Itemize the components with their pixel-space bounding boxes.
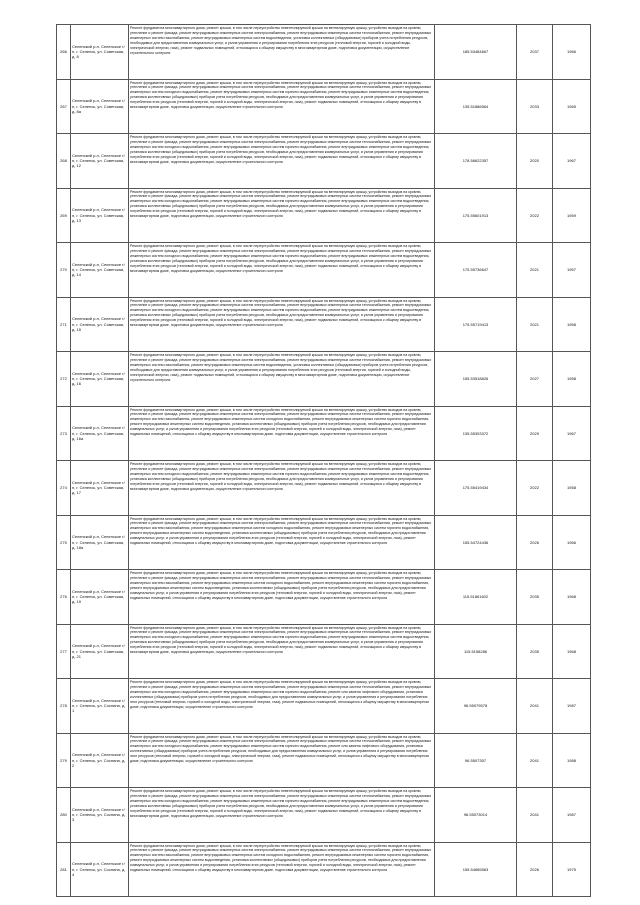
address-cell: Селенский р-н, Селенское г/п, г. Селенск, ул. Соснина, д. 2 — [71, 733, 129, 788]
build-year-cell: 1968 — [553, 570, 591, 625]
address-cell: Селенский р-н, Селенское г/п, г. Селенск, ул. Соснина, д. 4 — [71, 842, 129, 897]
table-row — [57, 79, 591, 134]
table-row — [57, 679, 591, 734]
value-cell: 115.51861602 — [435, 570, 517, 625]
work-description-cell: Ремонт фундамента многоквартирного дома, ремонт крыши, в том числе переустройство невентилируемой крыши на вентилируемую крышу, устройство выходов на кровлю, утепление и ремонт фасада, ремонт внутридомовых инженерных систем электроснабжения, ремонт внутридомовых инженерных систем теплоснабжения, ремонт внутридомовых инженерных систем газоснабжения, ремонт внутридомовых инженерных систем холодного водоснабжения, ремонт внутридомовых инженерных систем горячего водоснабжения, ремонт внутридомовых инженерных систем водоотведения, установка коллективных (общедомовых) приборов учета потребления ресурсов, необходимых для предоставления коммунальных услуг, и узлов управления и регулирования потребления этих ресурсов (тепловой энергии, горячей и холодной воды, электрической энергии, газа), ремонт подвальных помещений, относящихся к общему имуществу в многоквартирном доме, подготовка документации, осуществление строительного контроля — [129, 842, 435, 897]
table-row — [57, 624, 591, 679]
work-description-cell: Ремонт фундамента многоквартирного дома, ремонт крыши, в том числе переустройство невентилируемой крыши на вентилируемую крышу, устройство выходов на кровлю, утепление и ремонт фасада, ремонт внутридомовых инженерных систем электроснабжения, ремонт внутридомовых инженерных систем теплоснабжения, ремонт внутридомовых инженерных систем холодного водоснабжения, ремонт внутридомовых инженерных систем горячего водоснабжения, ремонт или замена лифтового оборудования, установка коллективных (общедомовых) приборов учета потребления ресурсов, необходимых для предоставления коммунальных услуг, и узлов управления и регулирования потребления этих ресурсов (тепловой энергии, горячей и холодной воды, электрической энергии, газа), ремонт подвальных помещений, относящихся к общему имуществу в многоквартирном доме, подготовка документации, осуществление строительного контроля — [129, 733, 435, 788]
planned-year-cell: 2022 — [517, 461, 553, 516]
work-description-cell: Ремонт фундамента многоквартирного дома, ремонт крыши, в том числе переустройство невентилируемой крыши на вентилируемую крышу, устройство выходов на кровлю, утепление и ремонт фасада, ремонт внутридомовых инженерных систем электроснабжения, ремонт внутридомовых инженерных систем теплоснабжения, ремонт внутридомовых инженерных систем холодного водоснабжения, ремонт внутридомовых инженерных систем горячего водоснабжения, ремонт внутридомовых инженерных систем водоотведения, установка коллективных (общедомовых) приборов учета потребления ресурсов, необходимых для предоставления коммунальных услуг, и узлов управления и регулирования потребления этих ресурсов (тепловой энергии, горячей и холодной воды, электрической энергии, газа), ремонт подвальных помещений, относящихся к общему имуществу в многоквартирном доме, подготовка документации, осуществление строительного контроля — [129, 188, 435, 243]
work-description-cell: Ремонт фундамента многоквартирного дома, ремонт крыши, в том числе переустройство невентилируемой крыши на вентилируемую крышу, устройство выходов на кровлю, утепление и ремонт фасада, ремонт внутридомовых инженерных систем электроснабжения, ремонт внутридомовых инженерных систем теплоснабжения, ремонт внутридомовых инженерных систем холодного водоснабжения, ремонт внутридомовых инженерных систем горячего водоснабжения, ремонт внутридомовых инженерных систем водоотведения, установка коллективных (общедомовых) приборов учета потребления ресурсов, необходимых для предоставления коммунальных услуг, и узлов управления и регулирования потребления этих ресурсов (тепловой энергии, горячей и холодной воды, электрической энергии, газа), ремонт подвальных помещений, относящихся к общему имуществу в многоквартирном доме, подготовка документации, осуществление строительного контроля — [129, 297, 435, 352]
row-number: 268 — [57, 134, 71, 189]
build-year-cell: 1959 — [553, 188, 591, 243]
table-row — [57, 461, 591, 516]
table-body — [57, 25, 591, 897]
value-cell: 155.54685563 — [435, 842, 517, 897]
table-row — [57, 570, 591, 625]
build-year-cell: 1958 — [553, 297, 591, 352]
work-description-cell: Ремонт фундамента многоквартирного дома, ремонт крыши, в том числе переустройство невентилируемой крыши на вентилируемую крышу, устройство выходов на кровлю, утепление и ремонт фасада, ремонт внутридомовых инженерных систем электроснабжения, ремонт внутридомовых инженерных систем теплоснабжения, ремонт внутридомовых инженерных систем холодного водоснабжения, ремонт внутридомовых инженерных систем горячего водоснабжения, ремонт внутридомовых инженерных систем водоотведения, установка коллективных (общедомовых) приборов учета потребления ресурсов, необходимых для предоставления коммунальных услуг, и узлов управления и регулирования потребления этих ресурсов (тепловой энергии, горячей и холодной воды, электрической энергии, газа), ремонт подвальных помещений, относящихся к общему имуществу в многоквартирном доме, подготовка документации, осуществление строительного контроля — [129, 624, 435, 679]
row-number: 279 — [57, 733, 71, 788]
row-number: 267 — [57, 79, 71, 134]
value-cell: 96.55073014 — [435, 788, 517, 843]
build-year-cell: 1966 — [553, 25, 591, 80]
value-cell: 178.56622357 — [435, 134, 517, 189]
planned-year-cell: 2026 — [517, 842, 553, 897]
table-row — [57, 515, 591, 570]
build-year-cell: 1987 — [553, 679, 591, 734]
planned-year-cell: 2035 — [517, 624, 553, 679]
table-row — [57, 733, 591, 788]
address-cell: Селенский р-н, Селенское г/п, г. Селенск, ул. Советская, д. 21 — [71, 624, 129, 679]
row-number: 269 — [57, 188, 71, 243]
value-cell: 175.55601913 — [435, 188, 517, 243]
value-cell: 175.55719413 — [435, 297, 517, 352]
row-number: 278 — [57, 679, 71, 734]
row-number: 276 — [57, 570, 71, 625]
planned-year-cell: 2029 — [517, 406, 553, 461]
address-cell: Селенский р-н, Селенское г/п, г. Селенск, ул. Соснина, д. 3 — [71, 788, 129, 843]
planned-year-cell: 2027 — [517, 352, 553, 407]
value-cell: 96.5507357 — [435, 733, 517, 788]
planned-year-cell: 2033 — [517, 79, 553, 134]
work-description-cell: Ремонт фундамента многоквартирного дома, ремонт крыши, в том числе переустройство невентилируемой крыши на вентилируемую крышу, устройство выходов на кровлю, утепление и ремонт фасада, ремонт внутридомовых инженерных систем электроснабжения, ремонт внутридомовых инженерных систем теплоснабжения, ремонт внутридомовых инженерных систем холодного водоснабжения, ремонт внутридомовых инженерных систем горячего водоснабжения, ремонт или замена лифтового оборудования, установка коллективных (общедомовых) приборов учета потребления ресурсов, необходимых для предоставления коммунальных услуг, и узлов управления и регулирования потребления этих ресурсов (тепловой энергии, горячей и холодной воды, электрической энергии, газа), ремонт подвальных помещений, относящихся к общему имуществу в многоквартирном доме, подготовка документации, осуществление строительного контроля — [129, 679, 435, 734]
address-cell: Селенский р-н, Селенское г/п, г. Селенск, ул. Советская, д. 12 — [71, 134, 129, 189]
value-cell: 175.55419434 — [435, 461, 517, 516]
table-row — [57, 406, 591, 461]
table-row — [57, 842, 591, 897]
row-number: 277 — [57, 624, 71, 679]
table-row — [57, 188, 591, 243]
table-row — [57, 134, 591, 189]
address-cell: Селенский р-н, Селенское г/п, г. Селенск, ул. Советская, д. 18а — [71, 515, 129, 570]
build-year-cell: 1968 — [553, 624, 591, 679]
address-cell: Селенский р-н, Селенское г/п, г. Селенск, ул. Советская, д. 8а — [71, 79, 129, 134]
work-description-cell: Ремонт фундамента многоквартирного дома, ремонт крыши, в том числе переустройство невентилируемой крыши на вентилируемую крышу, устройство выходов на кровлю, утепление и ремонт фасада, ремонт внутридомовых инженерных систем электроснабжения, ремонт внутридомовых инженерных систем теплоснабжения, ремонт внутридомовых инженерных систем холодного водоснабжения, ремонт внутридомовых инженерных систем горячего водоснабжения, ремонт внутридомовых инженерных систем водоотведения, установка коллективных (общедомовых) приборов учета потребления ресурсов, необходимых для предоставления коммунальных услуг, и узлов управления и регулирования потребления этих ресурсов (тепловой энергии, горячей и холодной воды, электрической энергии, газа), ремонт подвальных помещений, относящихся к общему имуществу в многоквартирном доме, подготовка документации, осуществление строительного контроля — [129, 134, 435, 189]
planned-year-cell: 2026 — [517, 515, 553, 570]
address-cell: Селенский р-н, Селенское г/п, г. Селенск, ул. Советская, д. 17 — [71, 461, 129, 516]
work-description-cell: Ремонт фундамента многоквартирного дома, ремонт крыши, в том числе переустройство невентилируемой крыши на вентилируемую крышу, устройство выходов на кровлю, утепление и ремонт фасада, ремонт внутридомовых инженерных систем электроснабжения, ремонт внутридомовых инженерных систем теплоснабжения, ремонт внутридомовых инженерных систем газоснабжения, ремонт внутридомовых инженерных систем холодного водоснабжения, ремонт внутридомовых инженерных систем горячего водоснабжения, ремонт внутридомовых инженерных систем водоотведения, установка коллективных (общедомовых) приборов учета потребления ресурсов, необходимых для предоставления коммунальных услуг, и узлов управления и регулирования потребления этих ресурсов (тепловой энергии, горячей и холодной воды, электрической энергии, газа), ремонт подвальных помещений, относящихся к общему имуществу в многоквартирном доме, подготовка документации, осуществление строительного контроля — [129, 570, 435, 625]
build-year-cell: 1967 — [553, 406, 591, 461]
value-cell: 185.53484667 — [435, 25, 517, 80]
value-cell: 115.5158286 — [435, 624, 517, 679]
build-year-cell: 1965 — [553, 79, 591, 134]
value-cell: 175.55736647 — [435, 243, 517, 298]
build-year-cell: 1957 — [553, 243, 591, 298]
address-cell: Селенский р-н, Селенское г/п, г. Селенск, ул. Соснина, д. 1 — [71, 679, 129, 734]
build-year-cell: 1958 — [553, 461, 591, 516]
table-row — [57, 243, 591, 298]
work-description-cell: Ремонт фундамента многоквартирного дома, ремонт крыши, в том числе переустройство невентилируемой крыши на вентилируемую крышу, устройство выходов на кровлю, утепление и ремонт фасада, ремонт внутридомовых инженерных систем электроснабжения, ремонт внутридомовых инженерных систем теплоснабжения, ремонт внутридомовых инженерных систем газоснабжения, ремонт внутридомовых инженерных систем водоотведения, установка коллективных (общедомовых) приборов учета потребления ресурсов, необходимых для предоставления коммунальных услуг, и узлов управления и регулирования потребления этих ресурсов (тепловой энергии, горячей и холодной воды, электрической энергии, газа), ремонт подвальных помещений, относящихся к общему имуществу в многоквартирном доме, подготовка документации, осуществление строительного контроля — [129, 25, 435, 80]
row-number: 271 — [57, 297, 71, 352]
capital-repair-table — [56, 24, 591, 897]
work-description-cell: Ремонт фундамента многоквартирного дома, ремонт крыши, в том числе переустройство невентилируемой крыши на вентилируемую крышу, устройство выходов на кровлю, утепление и ремонт фасада, ремонт внутридомовых инженерных систем электроснабжения, ремонт внутридомовых инженерных систем теплоснабжения, ремонт внутридомовых инженерных систем холодного водоснабжения, ремонт внутридомовых инженерных систем горячего водоснабжения, ремонт внутридомовых инженерных систем водоотведения, установка коллективных (общедомовых) приборов учета потребления ресурсов, необходимых для предоставления коммунальных услуг, и узлов управления и регулирования потребления этих ресурсов (тепловой энергии, горячей и холодной воды, электрической энергии, газа), ремонт подвальных помещений, относящихся к общему имуществу в многоквартирном доме, подготовка документации, осуществление строительного контроля — [129, 79, 435, 134]
address-cell: Селенский р-н, Селенское г/п, г. Селенск, ул. Советская, д. 15 — [71, 297, 129, 352]
work-description-cell: Ремонт фундамента многоквартирного дома, ремонт крыши, в том числе переустройство невентилируемой крыши на вентилируемую крышу, устройство выходов на кровлю, утепление и ремонт фасада, ремонт внутридомовых инженерных систем электроснабжения, ремонт внутридомовых инженерных систем теплоснабжения, ремонт внутридомовых инженерных систем газоснабжения, ремонт внутридомовых инженерных систем водоотведения, установка коллективных (общедомовых) приборов учета потребления ресурсов, необходимых для предоставления коммунальных услуг, и узлов управления и регулирования потребления этих ресурсов (тепловой энергии, горячей и холодной воды, электрической энергии, газа), ремонт подвальных помещений, относящихся к общему имуществу в многоквартирном доме, подготовка документации, осуществление строительного контроля — [129, 352, 435, 407]
row-number: 273 — [57, 406, 71, 461]
value-cell: 135.55393372 — [435, 406, 517, 461]
row-number: 281 — [57, 842, 71, 897]
address-cell: Селенский р-н, Селенское г/п, г. Селенск, ул. Советская, д. 13 — [71, 188, 129, 243]
value-cell: 96.55079578 — [435, 679, 517, 734]
build-year-cell: 1966 — [553, 515, 591, 570]
build-year-cell: 1967 — [553, 134, 591, 189]
planned-year-cell: 2021 — [517, 243, 553, 298]
table-row — [57, 25, 591, 80]
table-row — [57, 352, 591, 407]
row-number: 280 — [57, 788, 71, 843]
planned-year-cell: 2041 — [517, 733, 553, 788]
row-number: 274 — [57, 461, 71, 516]
table-row — [57, 297, 591, 352]
planned-year-cell: 2035 — [517, 570, 553, 625]
planned-year-cell: 2022 — [517, 188, 553, 243]
planned-year-cell: 2021 — [517, 297, 553, 352]
row-number: 270 — [57, 243, 71, 298]
build-year-cell: 1987 — [553, 788, 591, 843]
work-description-cell: Ремонт фундамента многоквартирного дома, ремонт крыши, в том числе переустройство невентилируемой крыши на вентилируемую крышу, устройство выходов на кровлю, утепление и ремонт фасада, ремонт внутридомовых инженерных систем электроснабжения, ремонт внутридомовых инженерных систем теплоснабжения, ремонт внутридомовых инженерных систем газоснабжения, ремонт внутридомовых инженерных систем холодного водоснабжения, ремонт внутридомовых инженерных систем горячего водоснабжения, ремонт внутридомовых инженерных систем водоотведения, установка коллективных (общедомовых) приборов учета потребления ресурсов, необходимых для предоставления коммунальных услуг, и узлов управления и регулирования потребления этих ресурсов (тепловой энергии, горячей и холодной воды, электрической энергии, газа), ремонт подвальных помещений, относящихся к общему имуществу в многоквартирном доме, подготовка документации, осуществление строительного контроля — [129, 515, 435, 570]
work-description-cell: Ремонт фундамента многоквартирного дома, ремонт крыши, в том числе переустройство невентилируемой крыши на вентилируемую крышу, устройство выходов на кровлю, утепление и ремонт фасада, ремонт внутридомовых инженерных систем электроснабжения, ремонт внутридомовых инженерных систем теплоснабжения, ремонт внутридомовых инженерных систем холодного водоснабжения, ремонт внутридомовых инженерных систем горячего водоснабжения, ремонт внутридомовых инженерных систем водоотведения, установка коллективных (общедомовых) приборов учета потребления ресурсов, необходимых для предоставления коммунальных услуг, и узлов управления и регулирования потребления этих ресурсов (тепловой энергии, горячей и холодной воды, электрической энергии, газа), ремонт подвальных помещений, относящихся к общему имуществу в многоквартирном доме, подготовка документации, осуществление строительного контроля — [129, 461, 435, 516]
planned-year-cell: 2041 — [517, 679, 553, 734]
document-page — [56, 24, 590, 897]
value-cell: 155.53518826 — [435, 352, 517, 407]
work-description-cell: Ремонт фундамента многоквартирного дома, ремонт крыши, в том числе переустройство невентилируемой крыши на вентилируемую крышу, устройство выходов на кровлю, утепление и ремонт фасада, ремонт внутридомовых инженерных систем электроснабжения, ремонт внутридомовых инженерных систем теплоснабжения, ремонт внутридомовых инженерных систем холодного водоснабжения, ремонт внутридомовых инженерных систем горячего водоснабжения, ремонт внутридомовых инженерных систем водоотведения, установка коллективных (общедомовых) приборов учета потребления ресурсов, необходимых для предоставления коммунальных услуг, и узлов управления и регулирования потребления этих ресурсов (тепловой энергии, горячей и холодной воды, электрической энергии, газа), ремонт подвальных помещений, относящихся к общему имуществу в многоквартирном доме, подготовка документации, осуществление строительного контроля — [129, 243, 435, 298]
row-number: 272 — [57, 352, 71, 407]
row-number: 266 — [57, 25, 71, 80]
build-year-cell: 1988 — [553, 733, 591, 788]
planned-year-cell: 2037 — [517, 25, 553, 80]
build-year-cell: 1958 — [553, 352, 591, 407]
build-year-cell: 1975 — [553, 842, 591, 897]
row-number: 275 — [57, 515, 71, 570]
address-cell: Селенский р-н, Селенское г/п, г. Селенск, ул. Советская, д. 19 — [71, 570, 129, 625]
planned-year-cell: 2041 — [517, 788, 553, 843]
address-cell: Селенский р-н, Селенское г/п, г. Селенск, ул. Советская, д. 16 — [71, 352, 129, 407]
address-cell: Селенский р-н, Селенское г/п, г. Селенск, ул. Советская, д. 14 — [71, 243, 129, 298]
value-cell: 135.51886564 — [435, 79, 517, 134]
work-description-cell: Ремонт фундамента многоквартирного дома, ремонт крыши, в том числе переустройство невентилируемой крыши на вентилируемую крышу, устройство выходов на кровлю, утепление и ремонт фасада, ремонт внутридомовых инженерных систем электроснабжения, ремонт внутридомовых инженерных систем теплоснабжения, ремонт внутридомовых инженерных систем холодного водоснабжения, ремонт внутридомовых инженерных систем горячего водоснабжения, ремонт внутридомовых инженерных систем водоотведения, установка коллективных (общедомовых) приборов учета потребления ресурсов, необходимых для предоставления коммунальных услуг, и узлов управления и регулирования потребления этих ресурсов (тепловой энергии, горячей и холодной воды, электрической энергии, газа), ремонт подвальных помещений, относящихся к общему имуществу в многоквартирном доме, подготовка документации, осуществление строительного контроля — [129, 788, 435, 843]
table-row — [57, 788, 591, 843]
address-cell: Селенский р-н, Селенское г/п, г. Селенск, ул. Советская, д. 16а — [71, 406, 129, 461]
address-cell: Селенский р-н, Селенское г/п, г. Селенск, ул. Советская, д. 8 — [71, 25, 129, 80]
value-cell: 155.54724436 — [435, 515, 517, 570]
planned-year-cell: 2020 — [517, 134, 553, 189]
work-description-cell: Ремонт фундамента многоквартирного дома, ремонт крыши, в том числе переустройство невентилируемой крыши на вентилируемую крышу, устройство выходов на кровлю, утепление и ремонт фасада, ремонт внутридомовых инженерных систем электроснабжения, ремонт внутридомовых инженерных систем теплоснабжения, ремонт внутридомовых инженерных систем газоснабжения, ремонт внутридомовых инженерных систем холодного водоснабжения, ремонт внутридомовых инженерных систем горячего водоснабжения, ремонт внутридомовых инженерных систем водоотведения, установка коллективных (общедомовых) приборов учета потребления ресурсов, необходимых для предоставления коммунальных услуг, и узлов управления и регулирования потребления этих ресурсов (тепловой энергии, горячей и холодной воды, электрической энергии, газа), ремонт подвальных помещений, относящихся к общему имуществу в многоквартирном доме, подготовка документации, осуществление строительного контроля — [129, 406, 435, 461]
